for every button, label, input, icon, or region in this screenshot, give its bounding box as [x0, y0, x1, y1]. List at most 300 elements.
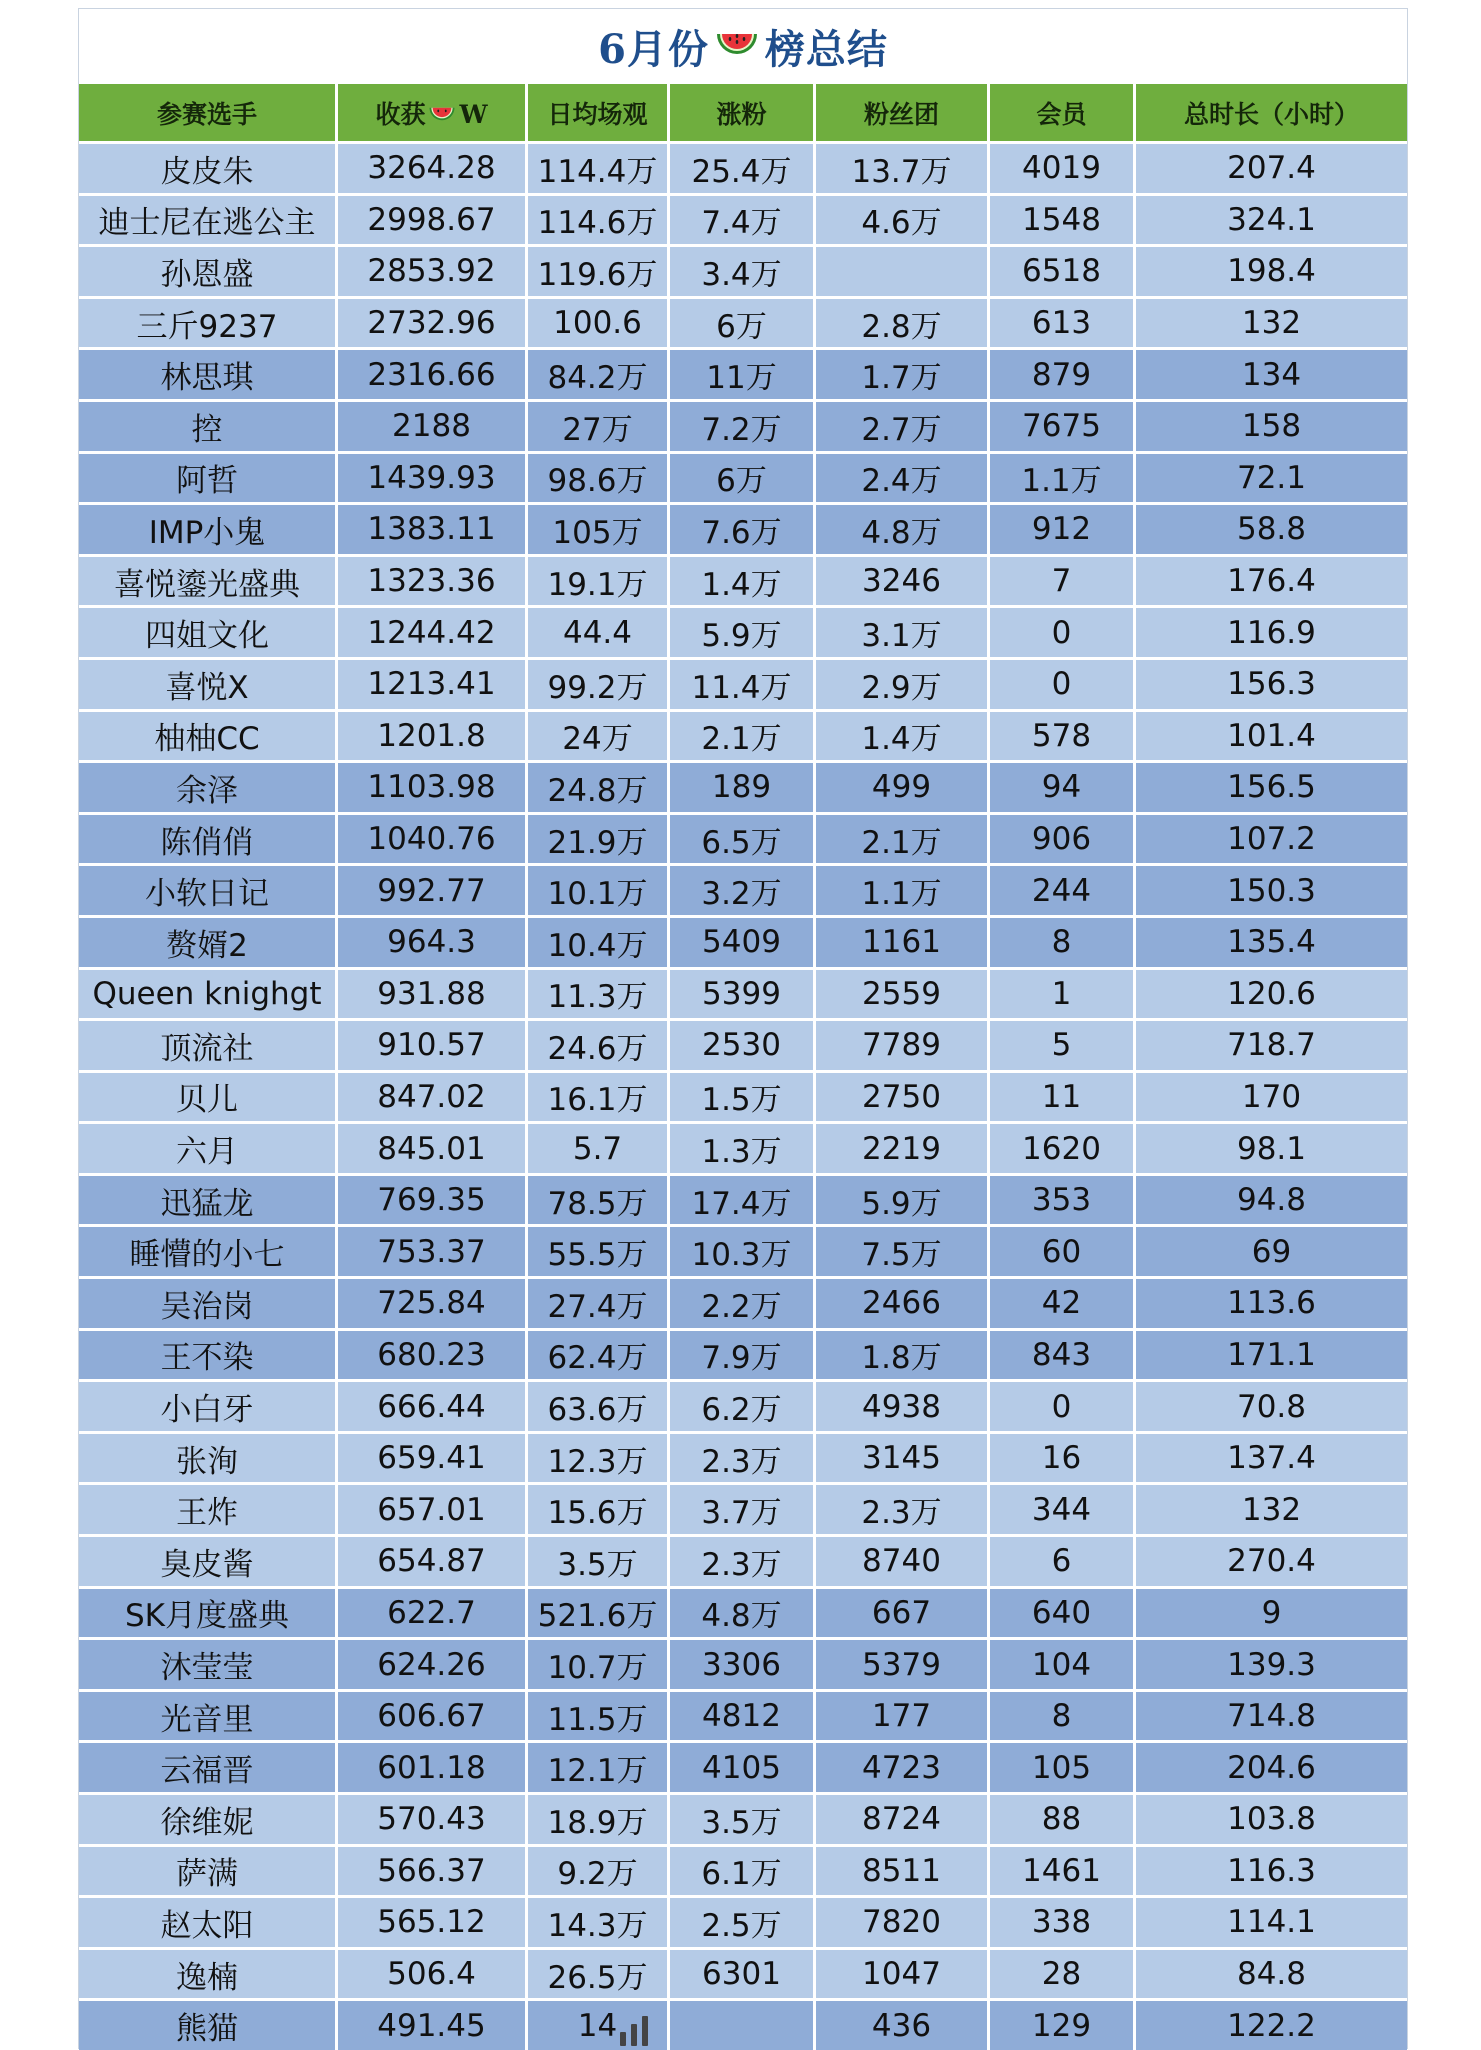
table-cell: 6 [990, 1534, 1136, 1586]
table-cell: 613 [990, 296, 1136, 348]
table-cell: 4.6万 [816, 193, 990, 245]
column-header-5 [990, 84, 1136, 141]
table-row [79, 1070, 1407, 1122]
contestant-name-cell: 赘婿2 [79, 915, 338, 967]
table-cell: 132 [1136, 296, 1407, 348]
table-cell: 16 [990, 1431, 1136, 1483]
table-row [79, 915, 1407, 967]
table-row [79, 193, 1407, 245]
table-cell: 69 [1136, 1224, 1407, 1276]
contestant-name-cell: 余泽 [79, 760, 338, 812]
table-cell: 1244.42 [338, 605, 528, 657]
table-cell: 847.02 [338, 1070, 528, 1122]
contestant-name-cell: 迅猛龙 [79, 1173, 338, 1225]
table-row [79, 1586, 1407, 1638]
contestant-name-cell: 沐莹莹 [79, 1637, 338, 1689]
contestant-name-cell: 张洵 [79, 1431, 338, 1483]
contestant-name-cell: 云福晋 [79, 1740, 338, 1792]
table-cell: 1.3万 [670, 1121, 816, 1173]
table-cell: 499 [816, 760, 990, 812]
table-cell: 12.1万 [528, 1740, 670, 1792]
table-row [79, 1792, 1407, 1844]
table-cell: 176.4 [1136, 554, 1407, 606]
contestant-name-cell: 迪士尼在逃公主 [79, 193, 338, 245]
table-cell: 98.1 [1136, 1121, 1407, 1173]
table-cell: 578 [990, 709, 1136, 761]
table-cell: 113.6 [1136, 1276, 1407, 1328]
contestant-name-cell: 睡懵的小七 [79, 1224, 338, 1276]
table-row [79, 1379, 1407, 1431]
table-cell: 6.5万 [670, 812, 816, 864]
table-cell: 436 [816, 1998, 990, 2050]
contestant-name-cell: 小白牙 [79, 1379, 338, 1431]
table-cell: 19.1万 [528, 554, 670, 606]
table-cell: 84.2万 [528, 347, 670, 399]
table-cell: 2219 [816, 1121, 990, 1173]
table-cell: 0 [990, 1379, 1136, 1431]
table-cell: 10.7万 [528, 1637, 670, 1689]
column-header-label: 日均场观 [547, 99, 648, 129]
table-cell: 2316.66 [338, 347, 528, 399]
table-cell: 992.77 [338, 863, 528, 915]
table-cell: 3.1万 [816, 605, 990, 657]
table-cell: 44.4 [528, 605, 670, 657]
table-cell: 1620 [990, 1121, 1136, 1173]
table-cell: 10.3万 [670, 1224, 816, 1276]
table-cell: 8 [990, 1689, 1136, 1741]
table-cell: 338 [990, 1895, 1136, 1947]
table-cell: 98.6万 [528, 451, 670, 503]
table-row [79, 1173, 1407, 1225]
table-cell: 714.8 [1136, 1689, 1407, 1741]
table-cell: 119.6万 [528, 244, 670, 296]
table-row [79, 1431, 1407, 1483]
table-cell: 640 [990, 1586, 1136, 1638]
table-cell: 4105 [670, 1740, 816, 1792]
contestant-name-cell: 四姐文化 [79, 605, 338, 657]
table-row [79, 967, 1407, 1019]
table-row [79, 347, 1407, 399]
table-cell: 132 [1136, 1482, 1407, 1534]
table-row [79, 657, 1407, 709]
table-cell: 7675 [990, 399, 1136, 451]
table-row [79, 605, 1407, 657]
table-row [79, 812, 1407, 864]
table-cell [670, 1998, 816, 2050]
table-cell: 7.9万 [670, 1328, 816, 1380]
title-prefix: 6月份 [598, 26, 709, 73]
table-cell: 2.2万 [670, 1276, 816, 1328]
table-cell: 137.4 [1136, 1431, 1407, 1483]
contestant-name-cell: 喜悦X [79, 657, 338, 709]
table-row [79, 1276, 1407, 1328]
table-cell: 4938 [816, 1379, 990, 1431]
table-cell: 566.37 [338, 1844, 528, 1896]
table-cell: 565.12 [338, 1895, 528, 1947]
contestant-name-cell: 光音里 [79, 1689, 338, 1741]
table-cell: 1.8万 [816, 1328, 990, 1380]
contestant-name-cell: IMP小鬼 [79, 502, 338, 554]
table-cell: 2998.67 [338, 193, 528, 245]
table-cell: 910.57 [338, 1018, 528, 1070]
contestant-name-cell: 熊猫 [79, 1998, 338, 2050]
table-cell: 667 [816, 1586, 990, 1638]
table-cell: 1047 [816, 1947, 990, 1999]
table-cell: 8 [990, 915, 1136, 967]
contestant-name-cell: 逸楠 [79, 1947, 338, 1999]
column-header-3 [670, 84, 816, 141]
contestant-name-cell: 臭皮酱 [79, 1534, 338, 1586]
table-cell: 60 [990, 1224, 1136, 1276]
table-cell: 769.35 [338, 1173, 528, 1225]
table-cell: 55.5万 [528, 1224, 670, 1276]
table-cell: 8740 [816, 1534, 990, 1586]
table-cell: 2.1万 [816, 812, 990, 864]
table-cell: 114.6万 [528, 193, 670, 245]
table-cell: 104 [990, 1637, 1136, 1689]
table-cell: 931.88 [338, 967, 528, 1019]
table-cell: 2530 [670, 1018, 816, 1070]
table-cell: 0 [990, 657, 1136, 709]
table-cell: 8511 [816, 1844, 990, 1896]
table-row [79, 1895, 1407, 1947]
table-cell: 654.87 [338, 1534, 528, 1586]
table-cell: 189 [670, 760, 816, 812]
table-cell: 0 [990, 605, 1136, 657]
table-cell: 5399 [670, 967, 816, 1019]
column-header-1 [338, 84, 528, 141]
table-cell: 204.6 [1136, 1740, 1407, 1792]
table-row [79, 502, 1407, 554]
column-header-label: 参赛选手 [156, 99, 257, 129]
table-cell: 7789 [816, 1018, 990, 1070]
table-cell: 9.2万 [528, 1844, 670, 1896]
table-row [79, 1224, 1407, 1276]
table-cell: 105万 [528, 502, 670, 554]
table-row [79, 1121, 1407, 1173]
table-cell: 2.1万 [670, 709, 816, 761]
table-cell: 3145 [816, 1431, 990, 1483]
table-row [79, 709, 1407, 761]
table-cell: 14 [528, 1998, 670, 2050]
table-cell: 5.7 [528, 1121, 670, 1173]
table-cell: 171.1 [1136, 1328, 1407, 1380]
table-cell: 114.1 [1136, 1895, 1407, 1947]
table-cell: 2.7万 [816, 399, 990, 451]
table-cell: 3.4万 [670, 244, 816, 296]
table-body [79, 141, 1407, 2050]
table-cell: 10.1万 [528, 863, 670, 915]
column-header-6 [1136, 84, 1407, 141]
table-cell: 2853.92 [338, 244, 528, 296]
table-cell: 906 [990, 812, 1136, 864]
table-cell: 624.26 [338, 1637, 528, 1689]
column-header-label: 会员 [1036, 99, 1087, 129]
table-cell: 122.2 [1136, 1998, 1407, 2050]
title-suffix: 榜总结 [764, 26, 888, 73]
table-cell: 99.2万 [528, 657, 670, 709]
contestant-name-cell: Queen knighgt [79, 967, 338, 1019]
table-cell: 7.2万 [670, 399, 816, 451]
table-cell: 139.3 [1136, 1637, 1407, 1689]
table-cell: 6.2万 [670, 1379, 816, 1431]
table-cell: 2732.96 [338, 296, 528, 348]
table-cell: 7820 [816, 1895, 990, 1947]
table-cell: 1.5万 [670, 1070, 816, 1122]
table-cell: 2559 [816, 967, 990, 1019]
contestant-name-cell: 孙恩盛 [79, 244, 338, 296]
table-cell: 116.3 [1136, 1844, 1407, 1896]
table-cell: 2.3万 [670, 1431, 816, 1483]
table-cell: 72.1 [1136, 451, 1407, 503]
table-row [79, 1998, 1407, 2050]
table-cell: 1323.36 [338, 554, 528, 606]
table-cell: 27万 [528, 399, 670, 451]
table-cell: 150.3 [1136, 863, 1407, 915]
table-cell: 244 [990, 863, 1136, 915]
table-cell: 14.3万 [528, 1895, 670, 1947]
table-cell: 2.3万 [670, 1534, 816, 1586]
contestant-name-cell: 徐维妮 [79, 1792, 338, 1844]
column-header-0 [79, 84, 338, 141]
table-cell: 1383.11 [338, 502, 528, 554]
table-cell: 21.9万 [528, 812, 670, 864]
contestant-name-cell: 萨满 [79, 1844, 338, 1896]
table-cell: 843 [990, 1328, 1136, 1380]
table-cell: 1548 [990, 193, 1136, 245]
table-cell: 3.7万 [670, 1482, 816, 1534]
table-cell: 94.8 [1136, 1173, 1407, 1225]
table-cell: 11.5万 [528, 1689, 670, 1741]
table-cell: 912 [990, 502, 1136, 554]
table-cell: 8724 [816, 1792, 990, 1844]
contestant-name-cell: 阿哲 [79, 451, 338, 503]
table-cell: 4.8万 [816, 502, 990, 554]
column-header-label: 收获 [375, 99, 426, 129]
table-cell: 270.4 [1136, 1534, 1407, 1586]
table-row [79, 863, 1407, 915]
table-row [79, 1689, 1407, 1741]
table-row [79, 760, 1407, 812]
table-cell: 88 [990, 1792, 1136, 1844]
table-cell: 42 [990, 1276, 1136, 1328]
table-cell: 2.8万 [816, 296, 990, 348]
table-cell: 491.45 [338, 1998, 528, 2050]
table-row [79, 244, 1407, 296]
table-cell: 6.1万 [670, 1844, 816, 1896]
table-cell: 4812 [670, 1689, 816, 1741]
table-cell: 101.4 [1136, 709, 1407, 761]
table-cell: 84.8 [1136, 1947, 1407, 1999]
column-header-label: 总时长（小时） [1183, 99, 1359, 129]
table-cell: 120.6 [1136, 967, 1407, 1019]
table-cell: 1103.98 [338, 760, 528, 812]
table-cell: 1461 [990, 1844, 1136, 1896]
table-cell: 622.7 [338, 1586, 528, 1638]
table-row [79, 451, 1407, 503]
table-cell: 24.6万 [528, 1018, 670, 1070]
contestant-name-cell: 皮皮朱 [79, 141, 338, 193]
ranking-sheet [78, 8, 1408, 2049]
table-cell: 725.84 [338, 1276, 528, 1328]
table-cell: 845.01 [338, 1121, 528, 1173]
table-cell: 718.7 [1136, 1018, 1407, 1070]
table-row [79, 296, 1407, 348]
contestant-name-cell: 三斤9237 [79, 296, 338, 348]
table-cell: 324.1 [1136, 193, 1407, 245]
table-row [79, 1637, 1407, 1689]
table-row [79, 1482, 1407, 1534]
table-cell: 2.9万 [816, 657, 990, 709]
table-cell: 3246 [816, 554, 990, 606]
table-cell: 94 [990, 760, 1136, 812]
table-cell: 129 [990, 1998, 1136, 2050]
table-cell: 606.67 [338, 1689, 528, 1741]
table-cell: 3264.28 [338, 141, 528, 193]
table-cell: 11.3万 [528, 967, 670, 1019]
table-cell: 26.5万 [528, 1947, 670, 1999]
table-cell: 158 [1136, 399, 1407, 451]
table-cell: 62.4万 [528, 1328, 670, 1380]
table-row [79, 1534, 1407, 1586]
table-cell: 4.8万 [670, 1586, 816, 1638]
contestant-name-cell: 柚柚CC [79, 709, 338, 761]
table-cell: 5409 [670, 915, 816, 967]
column-header-4 [816, 84, 990, 141]
table-cell: 177 [816, 1689, 990, 1741]
table-cell: 6301 [670, 1947, 816, 1999]
table-cell: 7.4万 [670, 193, 816, 245]
table-cell: 753.37 [338, 1224, 528, 1276]
table-cell: 198.4 [1136, 244, 1407, 296]
watermelon-icon [715, 23, 759, 70]
table-row [79, 1947, 1407, 1999]
table-cell: 207.4 [1136, 141, 1407, 193]
table-cell: 1.1万 [816, 863, 990, 915]
ranking-table [79, 84, 1407, 2050]
watermelon-icon [427, 101, 457, 130]
table-cell: 353 [990, 1173, 1136, 1225]
table-cell: 105 [990, 1740, 1136, 1792]
table-cell: 570.43 [338, 1792, 528, 1844]
column-header-2 [528, 84, 670, 141]
table-cell: 2188 [338, 399, 528, 451]
table-cell: 666.44 [338, 1379, 528, 1431]
drag-handle-icon[interactable] [612, 2016, 656, 2046]
table-cell: 116.9 [1136, 605, 1407, 657]
table-cell: 2466 [816, 1276, 990, 1328]
table-cell: 103.8 [1136, 1792, 1407, 1844]
table-cell: 5 [990, 1018, 1136, 1070]
table-cell: 5.9万 [816, 1173, 990, 1225]
table-cell: 156.5 [1136, 760, 1407, 812]
table-cell: 11.4万 [670, 657, 816, 709]
table-row [79, 399, 1407, 451]
table-cell: 5379 [816, 1637, 990, 1689]
table-cell: 107.2 [1136, 812, 1407, 864]
table-cell: 1.4万 [816, 709, 990, 761]
table-cell: 28 [990, 1947, 1136, 1999]
table-cell: 521.6万 [528, 1586, 670, 1638]
table-cell: 601.18 [338, 1740, 528, 1792]
table-cell: 134 [1136, 347, 1407, 399]
table-cell: 100.6 [528, 296, 670, 348]
table-cell: 58.8 [1136, 502, 1407, 554]
table-cell: 17.4万 [670, 1173, 816, 1225]
table-cell: 1.7万 [816, 347, 990, 399]
table-cell: 13.7万 [816, 141, 990, 193]
contestant-name-cell: 顶流社 [79, 1018, 338, 1070]
table-cell: 344 [990, 1482, 1136, 1534]
table-cell: 5.9万 [670, 605, 816, 657]
table-cell: 964.3 [338, 915, 528, 967]
table-cell: 15.6万 [528, 1482, 670, 1534]
table-cell: 18.9万 [528, 1792, 670, 1844]
table-cell: 12.3万 [528, 1431, 670, 1483]
table-cell: 1161 [816, 915, 990, 967]
table-cell: 16.1万 [528, 1070, 670, 1122]
table-cell: 11万 [670, 347, 816, 399]
contestant-name-cell: 控 [79, 399, 338, 451]
contestant-name-cell: 林思琪 [79, 347, 338, 399]
table-row [79, 1018, 1407, 1070]
table-cell: 63.6万 [528, 1379, 670, 1431]
table-cell: 1.1万 [990, 451, 1136, 503]
table-cell: 1.4万 [670, 554, 816, 606]
table-cell: 6万 [670, 451, 816, 503]
table-row [79, 1844, 1407, 1896]
table-cell: 4019 [990, 141, 1136, 193]
table-cell: 2.4万 [816, 451, 990, 503]
contestant-name-cell: 陈俏俏 [79, 812, 338, 864]
table-cell: 3.5万 [528, 1534, 670, 1586]
contestant-name-cell: 赵太阳 [79, 1895, 338, 1947]
table-cell: 1439.93 [338, 451, 528, 503]
table-cell: 7.5万 [816, 1224, 990, 1276]
table-cell: 10.4万 [528, 915, 670, 967]
table-cell: 11 [990, 1070, 1136, 1122]
contestant-name-cell: 贝儿 [79, 1070, 338, 1122]
table-cell: 6万 [670, 296, 816, 348]
table-row [79, 554, 1407, 606]
table-cell: 3.5万 [670, 1792, 816, 1844]
contestant-name-cell: 王炸 [79, 1482, 338, 1534]
table-cell: 24万 [528, 709, 670, 761]
contestant-name-cell: 小软日记 [79, 863, 338, 915]
table-cell: 156.3 [1136, 657, 1407, 709]
table-cell: 1040.76 [338, 812, 528, 864]
table-cell: 1 [990, 967, 1136, 1019]
table-cell: 70.8 [1136, 1379, 1407, 1431]
contestant-name-cell: 六月 [79, 1121, 338, 1173]
table-cell: 27.4万 [528, 1276, 670, 1328]
table-row [79, 1740, 1407, 1792]
table-cell: 2750 [816, 1070, 990, 1122]
table-cell: 3306 [670, 1637, 816, 1689]
table-cell: 3.2万 [670, 863, 816, 915]
table-cell: 24.8万 [528, 760, 670, 812]
table-cell: 659.41 [338, 1431, 528, 1483]
table-cell: 135.4 [1136, 915, 1407, 967]
table-row [79, 141, 1407, 193]
table-cell: 6518 [990, 244, 1136, 296]
column-header-label: 粉丝团 [863, 99, 939, 129]
header-row [79, 84, 1407, 141]
table-cell: 2.3万 [816, 1482, 990, 1534]
contestant-name-cell: SK月度盛典 [79, 1586, 338, 1638]
table-cell: 879 [990, 347, 1136, 399]
table-cell: 7.6万 [670, 502, 816, 554]
